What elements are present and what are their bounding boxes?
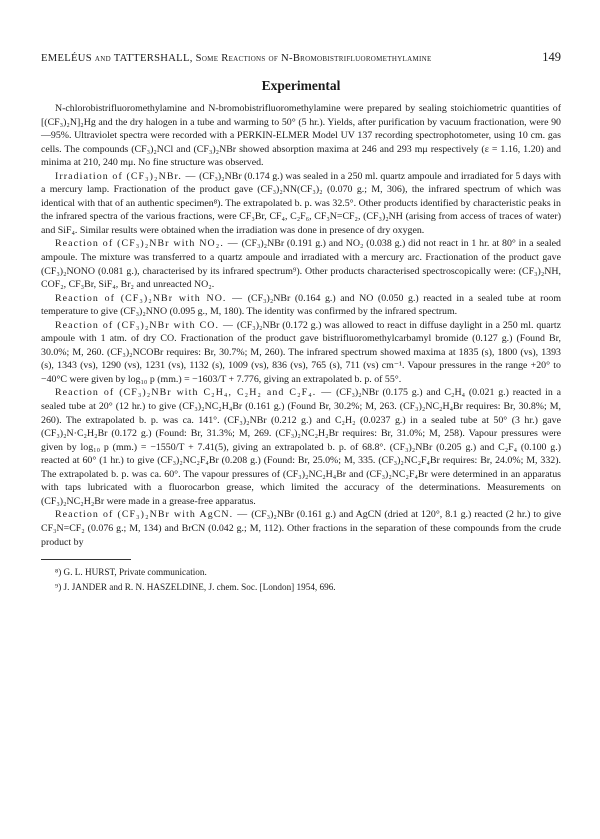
paragraph-no2 xyxy=(41,237,561,291)
running-header xyxy=(41,50,561,65)
paragraph-agcn xyxy=(41,508,561,549)
footnote-divider xyxy=(41,559,131,560)
page-number: 149 xyxy=(542,50,561,64)
paragraph-lead: Reaction of (CF₃)₂NBr with AgCN. — xyxy=(55,509,249,521)
paragraph-co xyxy=(41,319,561,387)
paragraph-text: (CF₃)₂NBr (0.174 g.) was sealed in a 250 ml. quartz ampoule and irradiated for 5 days with a mercury lamp. Fractionation of the product gave (CF₃)₂NN(CF₃)₂ (0.070 g.; M, 306), the infrared spectrum of which was identical with that of an authentic specimen⁸). The extrapolated b. p. was 32.5°. Other products identified by characteristic peaks in the infrared spectra of the various fractions, were CF₃Br, CF₄, C₂F₆, CF₃N=CF₂, (CF₃)₂NH (arising from access of traces of water) and SiF₄. Similar results were obtained when the irradiation was done in presence of dry oxygen. xyxy=(41,170,561,236)
paragraph-text: (CF₃)₂NBr (0.191 g.) and NO₂ (0.038 g.) did not react in 1 hr. at 80° in a sealed ampoule. The mixture was transferred to a quartz ampoule and irradiated with a mercury arc. Fractionation of the product gave (CF₃)₂NONO (0.081 g.), characterised by its infrared spectrum⁹). Other products characterised spectroscopically were: (CF₃)₂NH, COF₂, CF₃Br, SiF₄, Br₂ and unreacted NO₂. xyxy=(41,238,561,291)
footnotes xyxy=(41,566,561,594)
body-text xyxy=(41,102,561,549)
paragraph-lead: Reaction of (CF₃)₂NBr with NO₂. — xyxy=(55,238,239,250)
running-title: EMELÉUS and TATTERSHALL, Some Reactions of N-Bromobistrifluoromethylamine xyxy=(41,53,432,64)
paragraph-text: (CF₃)₂NBr (0.175 g.) and C₂H₄ (0.021 g.) reacted in a sealed tube at 20° (12 hr.) to give (CF₃)₂NC₂H₄Br (0.161 g.) (Found Br, 30.2%; M, 263. (CF₃)₂NC₂H₄Br requires: Br, 30.8%; M, 260). The extrapolated b. p. was ca. 141°. (CF₃)₂NBr (0.212 g.) and C₂H₂ (0.0237 g.) in a sealed tube at 50° (3 hr.) gave (CF₃)₂N·C₂H₂Br (0.172 g.) (Found: Br, 31.3%; M, 269. (CF₃)₂NC₂H₂Br requires: Br, 31.0%; M, 258). Vapour pressures were given by log₁₀ p (mm.) = −1550/T + 7.41(5), giving an extrapolated b. p. of 68.8°. (CF₃)₂NBr (0.205 g.) and C₂F₄ (0.100 g.) reacted at 60° (1 hr.) to give (CF₃)₂NC₂F₄Br (0.208 g.) (Found: Br, 25.0%; M, 335. (CF₃)₂NC₂F₄Br requires: Br, 24.0%; M, 332). The extrapolated b. p. was ca. 60°. The vapour pressures of (CF₃)₂NC₂H₄Br and (CF₃)₂NC₂F₄Br were determined in an apparatus with taps lubricated with a fluorocarbon grease, which limited the accuracy of the determinations. Measurements on (CF₃)₂NC₂H₂Br were made in a grease-free apparatus. xyxy=(41,387,561,507)
footnote-9: ⁹) J. JANDER and R. N. HASZELDINE, J. chem. Soc. [London] 1954, 696. xyxy=(55,581,336,592)
paragraph-text: (CF₃)₂NBr (0.164 g.) and NO (0.050 g.) reacted in a sealed tube at room temperature to give (CF₃)₂NNO (0.095 g., M, 180). The identity was confirmed by the infrared spectrum. xyxy=(41,292,562,318)
paragraph-olefins xyxy=(41,386,561,508)
page xyxy=(41,50,561,596)
paragraph-lead: Reaction of (CF₃)₂NBr with NO. — xyxy=(55,292,244,304)
paragraph-text: (CF₃)₂NBr (0.161 g.) and AgCN (dried at 120°, 8.1 g.) reacted (2 hr.) to give CF₃N=CF₂ (0.076 g.; M, 134) and BrCN (0.042 g.; M, 112). Other fractions in the separation of these compounds from the crude product by xyxy=(41,509,561,548)
paragraph-text: (CF₃)₂NBr (0.172 g.) was allowed to react in diffuse daylight in a 250 ml. quartz ampoule with 1 atm. of dry CO. Fractionation of the product gave bistrifluoromethylcarbamyl bromide (0.127 g.) (Found Br, 30.0%; M, 260. (CF₃)₂NCOBr requires: Br, 30.7%; M, 260). The infrared spectrum showed maxima at 1835 (s), 1800 (vs), 1393 (s), 1343 (vs), 1290 (vs), 1231 (vs), 1132 (s), 1009 (vs), 836 (vs), 765 (s), 711 (vs) cm⁻¹. Vapour pressures in the range +20° to −40°C were given by log₁₀ p (mm.) = −1603/T + 7.776, giving an extrapolated b. p. of 55°. xyxy=(41,319,561,385)
paragraph-lead: Reaction of (CF₃)₂NBr with C₂H₄, C₂H₂ and C₂F₄. — xyxy=(55,387,333,399)
paragraph-intro xyxy=(41,102,561,170)
paragraph-irradiation xyxy=(41,170,561,238)
footnote-8: ⁸) G. L. HURST, Private communication. xyxy=(55,567,207,578)
paragraph-lead: Reaction of (CF₃)₂NBr with CO. — xyxy=(55,319,235,331)
paragraph-lead: Irradiation of (CF₃)₂NBr. — xyxy=(55,170,197,182)
paragraph-no xyxy=(41,292,561,319)
paragraph-text: N-chlorobistrifluoromethylamine and N-bromobistrifluoromethylamine were prepared by sealing stoichiometric quantities of [(CF₃)₂N]₂Hg and the dry halogen in a tube and warming to 50° (5 hr.). Yields, after purification by vacuum fractionation, were 90—95%. Ultraviolet spectra were recorded with a PERKIN-ELMER Model UV 137 recording spectrophotometer, using 10 cm. gas cells. The compounds (CF₃)₂NCl and (CF₃)₂NBr showed absorption maxima at 246 and 293 mμ respectively (ε = 1.16, 1.20) and minima at 210, 240 mμ. No fine structure was observed. xyxy=(41,103,561,169)
section-title: Experimental xyxy=(261,78,341,93)
